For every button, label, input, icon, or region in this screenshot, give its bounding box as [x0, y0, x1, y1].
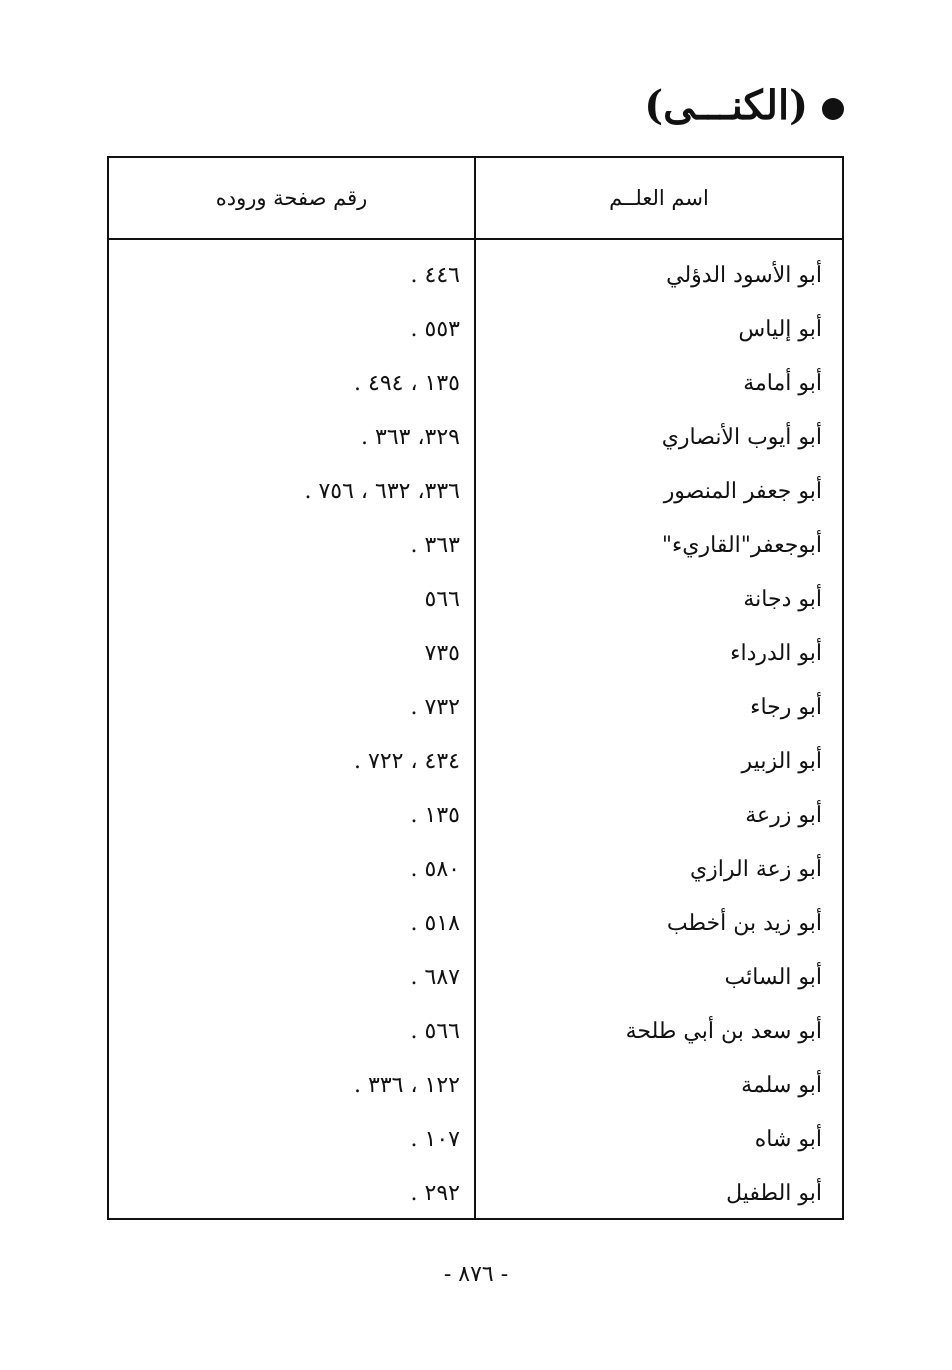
header-name: اسم العلــم — [609, 186, 709, 210]
page-references: ٣٦٣ . — [410, 532, 460, 558]
table-row — [109, 950, 842, 1004]
table-row — [109, 410, 842, 464]
names-index-table — [107, 156, 844, 1220]
kunya-name: أبو رجاء — [750, 694, 822, 720]
page-references: ٥٥٣ . — [410, 316, 460, 342]
table-row — [109, 896, 842, 950]
table-row — [109, 1166, 842, 1220]
page-references: ٧٣٥ — [424, 640, 460, 666]
table-row — [109, 248, 842, 302]
page-references: ١٠٧ . — [410, 1126, 460, 1152]
page-references: ٥٨٠ . — [410, 856, 460, 882]
kunya-name: أبوجعفر"القاريء" — [661, 532, 822, 558]
table-row — [109, 626, 842, 680]
table-header-row — [109, 158, 842, 240]
kunya-name: أبو الطفيل — [726, 1180, 822, 1206]
kunya-name: أبو سلمة — [741, 1072, 822, 1098]
table-row — [109, 572, 842, 626]
page-references: ١٣٥ . — [410, 802, 460, 828]
section-title — [644, 70, 844, 140]
kunya-name: أبو الزبير — [741, 748, 822, 774]
kunya-name: أبو إلياس — [738, 316, 822, 342]
page-number: - ٨٧٦ - — [443, 1262, 509, 1287]
page-references: ٣٢٩، ٣٦٣ . — [361, 424, 460, 450]
page-references: ١٣٥ ، ٤٩٤ . — [354, 370, 460, 396]
table-row — [109, 464, 842, 518]
page-references: ٤٣٤ ، ٧٢٢ . — [354, 748, 460, 774]
table-row — [109, 518, 842, 572]
page-references: ٢٩٢ . — [410, 1180, 460, 1206]
header-pages: رقم صفحة وروده — [215, 186, 368, 210]
page-references: ٥١٨ . — [410, 910, 460, 936]
table-row — [109, 1112, 842, 1166]
table-row — [109, 1004, 842, 1058]
table-row — [109, 788, 842, 842]
section-title-text: (الكنـــى) — [644, 81, 808, 129]
table-row — [109, 680, 842, 734]
table-row — [109, 1058, 842, 1112]
kunya-name: أبو زعة الرازي — [689, 856, 822, 882]
kunya-name: أبو زرعة — [745, 802, 822, 828]
kunya-name: أبو أيوب الأنصاري — [661, 424, 822, 450]
kunya-name: أبو السائب — [724, 964, 822, 990]
page-references: ٥٦٦ . — [410, 1018, 460, 1044]
kunya-name: أبو الأسود الدؤلي — [666, 262, 822, 288]
bullet-icon — [822, 98, 844, 120]
table-body — [109, 248, 842, 1220]
table-row — [109, 356, 842, 410]
kunya-name: أبو الدرداء — [730, 640, 822, 666]
kunya-name: أبو أمامة — [743, 370, 822, 396]
kunya-name: أبو سعد بن أبي طلحة — [625, 1018, 822, 1044]
page-references: ١٢٢ ، ٣٣٦ . — [354, 1072, 460, 1098]
kunya-name: أبو شاه — [754, 1126, 822, 1152]
page-references: ٣٣٦، ٦٣٢ ، ٧٥٦ . — [304, 478, 460, 504]
kunya-name: أبو زيد بن أخطب — [666, 910, 822, 936]
table-row — [109, 302, 842, 356]
page-references: ٧٣٢ . — [410, 694, 460, 720]
kunya-name: أبو دجانة — [743, 586, 822, 612]
table-row — [109, 734, 842, 788]
page-references: ٥٦٦ — [424, 586, 460, 612]
table-row — [109, 842, 842, 896]
page-references: ٤٤٦ . — [410, 262, 460, 288]
page-references: ٦٨٧ . — [410, 964, 460, 990]
kunya-name: أبو جعفر المنصور — [663, 478, 822, 504]
